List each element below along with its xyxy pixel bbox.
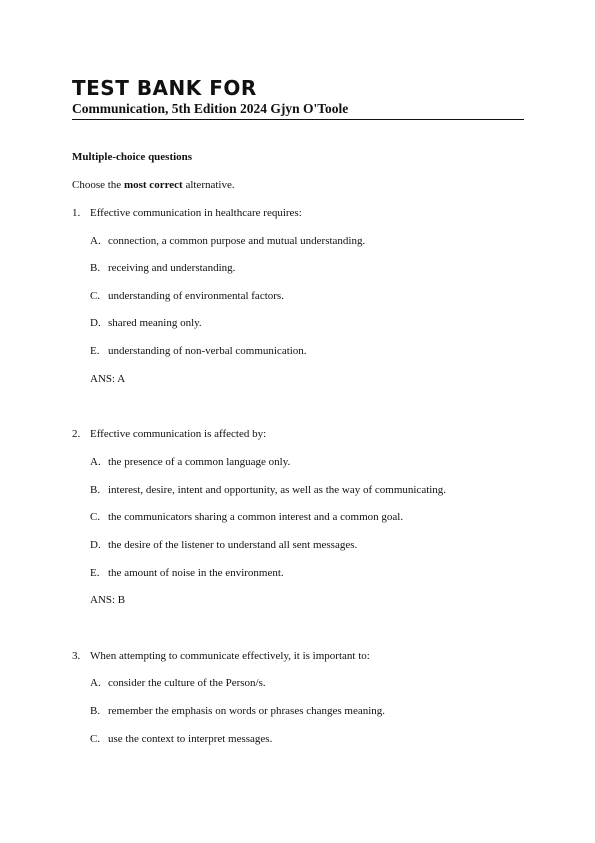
option-letter: A. [90,677,101,689]
question-number: 2. [72,428,81,440]
option-text: the presence of a common language only. [108,456,291,468]
option-letter: B. [90,705,101,717]
instruction-emphasis: most correct [123,179,183,191]
option-text: understanding of environmental factors. [108,290,284,302]
option-text: the desire of the listener to understand all sent messages. [108,539,358,551]
option-letter: A. [90,235,101,247]
option-letter: A. [90,456,101,468]
option-letter: C. [90,733,101,745]
document-subtitle: Communication, 5th Edition 2024 Gjyn O'Toole [72,101,349,116]
option-text: consider the culture of the Person/s. [108,677,266,689]
document-title: TEST BANK FOR [72,76,257,100]
instruction-prefix: Choose the [72,179,124,191]
question-text: When attempting to communicate effectively, it is important to: [90,650,370,662]
option-letter: D. [90,317,101,329]
question-text: Effective communication in healthcare requires: [90,207,302,219]
answer-key: ANS: A [90,373,126,385]
option-text: understanding of non-verbal communication. [108,345,307,357]
option-letter: D. [90,539,101,551]
option-letter: B. [90,262,101,274]
option-text: the communicators sharing a common interest and a common goal. [108,511,404,523]
question-text: Effective communication is affected by: [90,428,267,440]
option-text: shared meaning only. [108,317,202,329]
option-letter: C. [90,511,101,523]
instruction-text [72,179,235,192]
option-letter: B. [90,484,101,496]
option-text: the amount of noise in the environment. [108,567,284,579]
option-letter: E. [90,567,100,579]
instruction-suffix: alternative. [182,179,235,191]
option-letter: E. [90,345,100,357]
option-text: connection, a common purpose and mutual understanding. [108,235,366,247]
answer-key: ANS: B [90,594,126,606]
title-divider [72,119,524,120]
question-number: 3. [72,650,81,662]
option-text: receiving and understanding. [108,262,236,274]
option-text: interest, desire, intent and opportunity, as well as the way of communicating. [108,484,447,496]
question-number: 1. [72,207,81,219]
option-text: use the context to interpret messages. [108,733,273,745]
section-heading: Multiple-choice questions [72,151,193,163]
option-letter: C. [90,290,101,302]
option-text: remember the emphasis on words or phrases changes meaning. [108,705,386,717]
